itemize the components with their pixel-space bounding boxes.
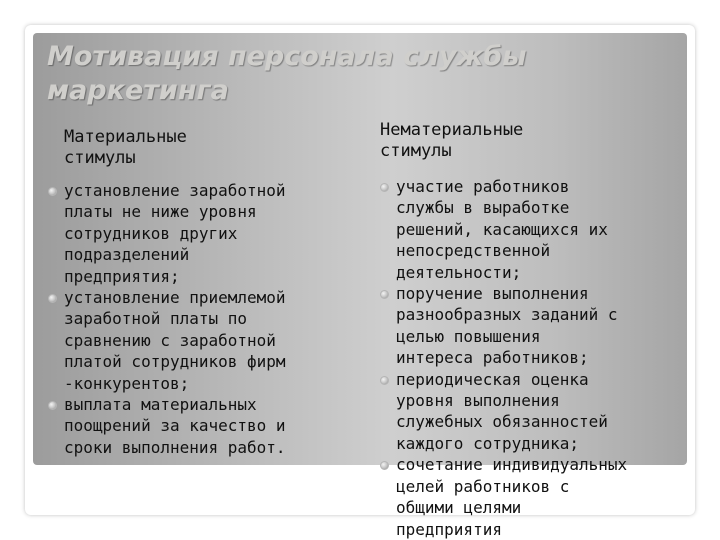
bullet-icon: [48, 187, 57, 196]
list-item: [64, 287, 354, 394]
list-item: [396, 283, 696, 369]
list-item: [396, 454, 696, 540]
material-incentives-list: [64, 180, 354, 458]
bullet-icon: [48, 294, 57, 303]
bullet-icon: [48, 401, 57, 410]
list-item-text: установление приемлемой заработной платы по сравнению с заработной платой сотрудников фирм -конкурентов;: [64, 288, 286, 393]
bullet-icon: [380, 290, 389, 299]
list-item: [396, 176, 696, 283]
list-item-text: сочетание индивидуальных целей работников с общими целями предприятия: [396, 455, 628, 539]
list-item-text: участие работников службы в выработке решений, касающихся их непосредственной деятельности;: [396, 177, 608, 282]
list-item-text: периодическая оценка уровня выполнения служебных обязанностей каждого сотрудника;: [396, 369, 608, 453]
list-item-text: выплата материальных поощрений за качество и сроки выполнения работ.: [64, 395, 286, 457]
list-item: [64, 394, 354, 458]
list-item-text: поручение выполнения разнообразных заданий с целью повышения интереса работников;: [396, 284, 618, 368]
bullet-icon: [380, 183, 389, 192]
nonmaterial-incentives-heading: Нематериальные стимулы: [380, 120, 524, 161]
bullet-icon: [380, 376, 389, 385]
material-incentives-heading: Материальные стимулы: [64, 127, 187, 168]
list-item-text: установление заработной платы не ниже уровня сотрудников других подразделений предприятия;: [64, 181, 286, 286]
slide-title: Мотивация персонала службы маркетинга: [47, 41, 527, 106]
list-item: [396, 369, 696, 455]
list-item: [64, 180, 354, 287]
nonmaterial-incentives-list: [396, 176, 696, 540]
